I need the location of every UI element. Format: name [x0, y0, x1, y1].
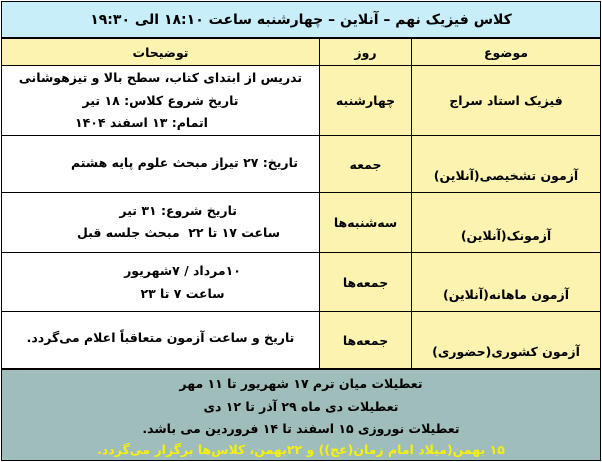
row-day: جمعه‌ها [319, 253, 411, 311]
table-title-text: کلاس فیزیک نهم – آنلاین – چهارشنبه ساعت ۱۸:۱۰ الی ۱۹:۳۰ [90, 11, 512, 28]
description-line: تاریخ: ۲۷ تیر [221, 155, 298, 170]
holiday-line: تعطیلات میان ترم ۱۷ شهریور تا ۱۱ مهر [179, 376, 423, 391]
row-description [2, 253, 319, 311]
table-row [2, 66, 600, 136]
table-title [2, 2, 600, 39]
description-line: ساعت ۱۷ تا ۲۲ [188, 225, 280, 240]
row-day: چهارشنبه [319, 66, 411, 135]
row-topic: فیزیک استاد سراج [411, 66, 600, 135]
row-description [2, 136, 319, 192]
holidays-note [2, 370, 600, 460]
description-line: تاریخ شروع کلاس: ۱۸ تیر [82, 93, 239, 108]
row-day: جمعه [319, 136, 411, 192]
row-topic: آزمون کشوری(حضوری) [411, 312, 600, 368]
header-row [2, 39, 600, 66]
row-day: جمعه‌ها [319, 312, 411, 368]
row-topic: آزمون ماهانه(آنلاین) [411, 253, 600, 311]
description-line: تدریس از ابتدای کتاب، سطح بالا و تیزهوشانی [18, 70, 303, 85]
row-description [2, 193, 319, 252]
table-row [2, 253, 600, 312]
description-line: تاریخ و ساعت آزمون متعاقباً اعلام می‌گردد. [26, 330, 295, 345]
holiday-line: تعطیلات دی ماه ۲۹ آذر تا ۱۲ دی [203, 399, 399, 414]
row-description [2, 66, 319, 135]
row-topic: آزمون تشخیصی(آنلاین) [411, 136, 600, 192]
description-line: از مبحث علوم پایه هشتم [71, 155, 224, 170]
schedule-table [1, 1, 601, 461]
header-topic: موضوع [411, 39, 600, 65]
row-topic: آزمونک(آنلاین) [411, 193, 600, 252]
description-line: ۱۰مرداد / ۷شهریور [124, 263, 241, 278]
classes-held-note: ۱۵ بهمن(میلاد امام زمان(عج)) و ۲۲بهمن، کلاس‌ها برگزار می‌گردد. [97, 442, 505, 457]
description-line: تاریخ شروع: ۳۱ تیر [119, 203, 237, 218]
table-row [2, 193, 600, 253]
row-description [2, 312, 319, 368]
table-row [2, 312, 600, 370]
description-line: مبحث جلسه قبل [77, 225, 180, 240]
holiday-line: تعطیلات نوروزی ۱۵ اسفند تا ۱۴ فروردین می باشد. [142, 421, 460, 436]
description-line: ساعت ۷ تا ۲۳ [140, 286, 225, 301]
table-row [2, 136, 600, 193]
row-day: سه‌شنبه‌ها [319, 193, 411, 252]
header-day: روز [319, 39, 411, 65]
header-description: توضیحات [132, 44, 189, 60]
description-line: اتمام: ۱۳ اسفند ۱۴۰۴ [75, 115, 208, 130]
